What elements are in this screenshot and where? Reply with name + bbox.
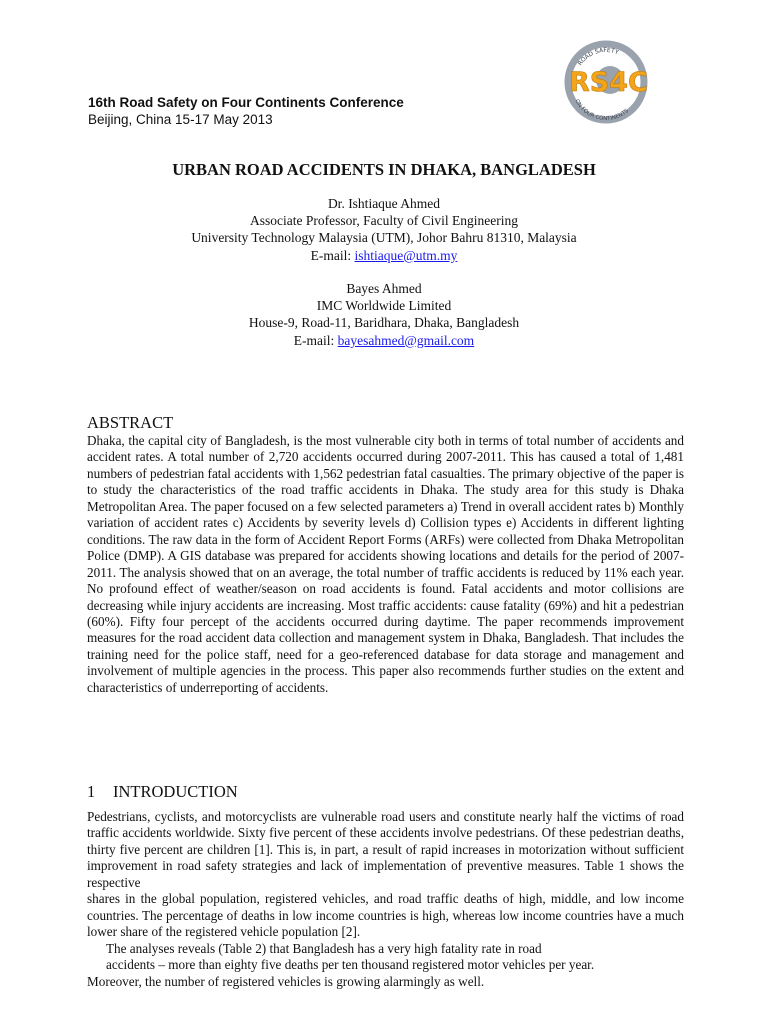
conference-place: Beijing, China 15-17 May 2013 [88,112,273,127]
abstract-text: Dhaka, the capital city of Bangladesh, is the most vulnerable city both in terms of total number of accidents and accident rates. A total number of 2,720 accidents occurred during 2007-2011. This has caused a total of 1,481 numbers of pedestrian fatal accidents with 1,562 pedestrian fatal casualties. The primary objective of the paper is to study the characteristics of the road traffic accidents in Dhaka. The study area for this study is Dhaka Metropolitan Area. The paper focused on a few selected parameters a) Trend in overall accident rates b) Monthly variation of accident rates c) Accidents by severity levels d) Collision types e) Accidents in different lighting conditions. The raw data in the form of Accident Report Forms (ARFs) were collected from Dhaka Metropolitan Police (DMP). A GIS database was prepared for accidents showing locations and details for the period of 2007-2011. The analysis showed that on an average, the total number of traffic accidents is reduced by 11% each year. No profound effect of weather/season on road accidents is found. Fatal accidents and motor collisions are decreasing while injury accidents are increasing. Most traffic accidents: cause fatality (69%) and hit a pedestrian (60%). Fifty four percept of the accidents occurred during daytime. The paper recommends improvement measures for the road accident data collection and management system in Dhaka, Bangladesh. That includes the training need for the police staff, need for a geo-referenced database for data storage and management and involvement of multiple agencies in the process. This paper also recommends further studies on the extent and characteristics of underreporting of accidents. [87,433,684,695]
author1-email-label: E-mail: [310,247,355,263]
author1-name: Dr. Ishtiaque Ahmed [327,196,441,211]
author1-email-link[interactable]: ishtiaque@utm.my [354,247,458,263]
author1-position: Associate Professor, Faculty of Civil Engineering [250,213,518,229]
rs4c-logo [560,36,652,128]
author2-block [0,280,768,349]
intro-paragraph-1a: Pedestrians, cyclists, and motorcyclists are vulnerable road users and constitute nearly half the victims of road traffic accidents worldwide. Sixty five percent of these accidents involve pedestrians. Of these pedestrian deaths, thirty five percent are children [1]. This is, in part, a result of rapid increases in motorization without sufficient improvement in road safety strategies and lack of implementation of preventive measures. Table 1 shows the respective [87,809,684,890]
introduction-heading [87,782,238,802]
abstract-heading: ABSTRACT [87,413,174,432]
author2-org: IMC Worldwide Limited [316,298,452,314]
section-title: INTRODUCTION [113,782,238,801]
author2-email-label: E-mail: [293,332,338,348]
paper-title: URBAN ROAD ACCIDENTS IN DHAKA, BANGLADESH [172,160,596,179]
author1-affiliation: University Technology Malaysia (UTM), Johor Bahru 81310, Malaysia [191,230,577,246]
author1-block [0,195,768,264]
author2-email-line [0,332,768,349]
section-number: 1 [87,782,96,801]
conference-header [88,94,404,128]
conference-name: 16th Road Safety on Four Continents Conference [88,95,404,110]
author1-email-line [0,247,768,264]
logo-text: RS4C [569,67,648,98]
introduction-text [87,809,684,990]
author2-name: Bayes Ahmed [346,281,422,296]
intro-paragraph-2b: accidents – more than eighty five deaths per ten thousand registered motor vehicles per year. [106,957,595,973]
intro-paragraph-2c: Moreover, the number of registered vehicles is growing alarmingly as well. [87,973,485,989]
logo-ring-top-text: ROAD SAFETY [576,46,620,68]
intro-paragraph-2a: The analyses reveals (Table 2) that Bangladesh has a very high fatality rate in road [106,940,542,956]
logo-ring-bottom-text: ON FOUR CONTINENTS [573,98,631,123]
intro-paragraph-1b: shares in the global population, registered vehicles, and road traffic deaths of high, middle, and low income countries. The percentage of deaths in low income countries is high, whereas low income countries have a much lower share of the registered vehicle population [2]. [87,891,684,940]
author2-address: House-9, Road-11, Baridhara, Dhaka, Bangladesh [248,315,520,331]
author2-email-link[interactable]: bayesahmed@gmail.com [337,332,475,348]
